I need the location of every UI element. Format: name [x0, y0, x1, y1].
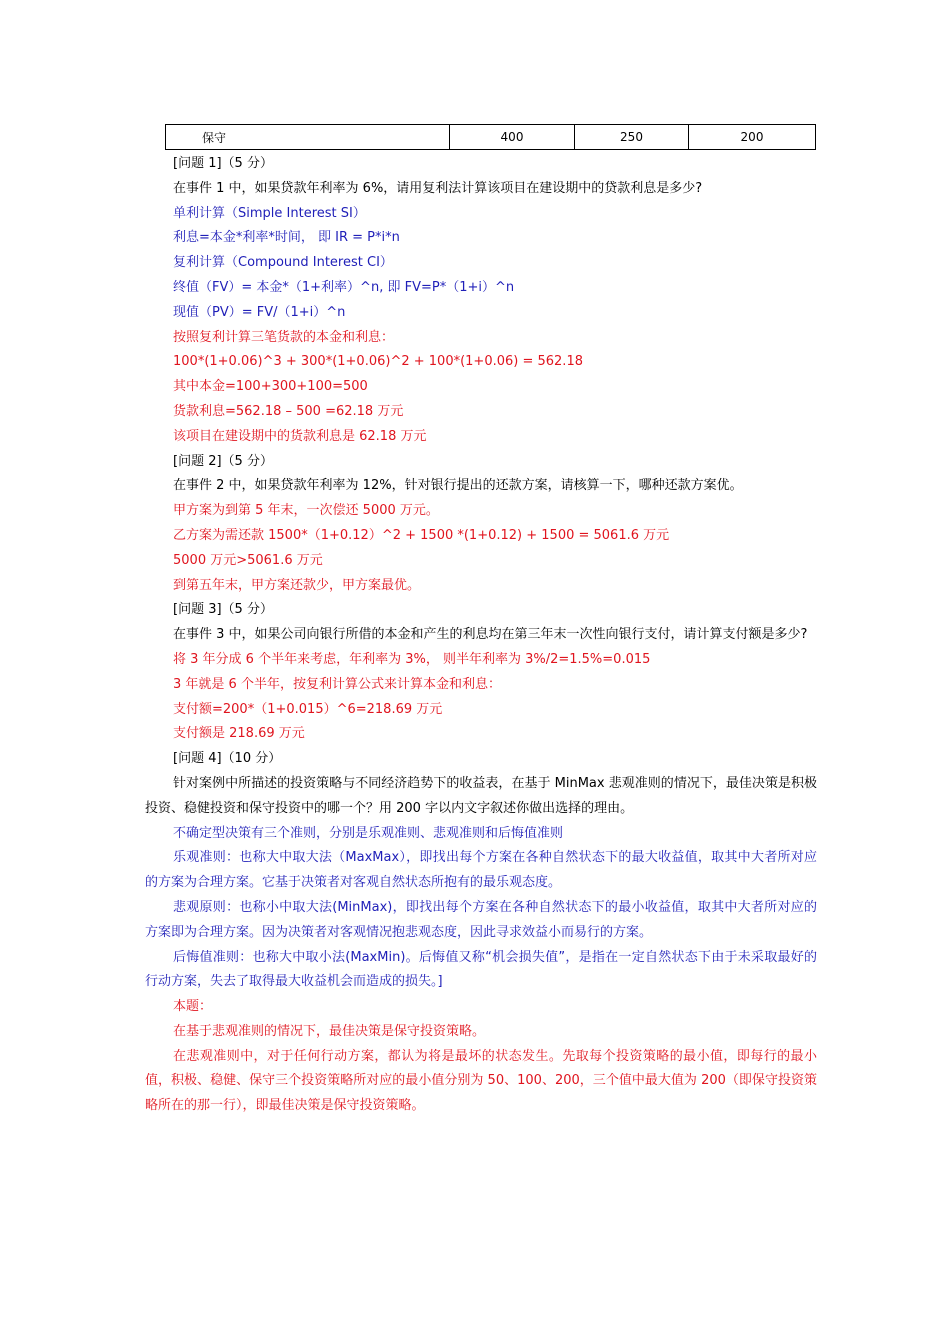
- question-3-text: 在事件 3 中，如果公司向银行所借的本金和产生的利息均在第三年末一次性向银行支付，请计算支付额是多少?: [173, 627, 808, 643]
- answer-paragraph: 本题：: [173, 999, 213, 1015]
- note-line: 终值（FV）= 本金*（1+利率）^n, 即 FV=P*（1+i）^n: [173, 279, 515, 295]
- answer-paragraph: 在悲观准则中，对于任何行动方案，都认为将是最坏的状态发生。先取每个投资策略的最小值，即每行的最小值，积极、稳健、保守三个投资策略所对应的最小值分别为 50、100、200，三个值中最大值为 200（即保守投资策略所在的那一行），即最佳决策是保守投资策略。: [145, 1048, 817, 1114]
- answer-paragraph: 在基于悲观准则的情况下，最佳决策是保守投资策略。: [173, 1023, 486, 1039]
- answer-line: 3 年就是 6 个半年，按复利计算公式来计算本金和利息：: [173, 676, 501, 692]
- returns-table: [165, 124, 816, 150]
- note-line: 现值（PV）= FV/（1+i）^n: [173, 304, 346, 320]
- table-cell-strategy: 保守: [166, 125, 450, 150]
- question-2-text: 在事件 2 中，如果贷款年利率为 12%，针对银行提出的还款方案，请核算一下，哪种还款方案优。: [173, 478, 743, 494]
- note-paragraph: 乐观准则：也称大中取大法（MaxMax），即找出每个方案在各种自然状态下的最大收益值，取其中大者所对应的方案为合理方案。它基于决策者对客观自然状态所抱有的最乐观态度。: [145, 850, 817, 891]
- note-paragraph: 后悔值准则：也称大中取小法(MaxMin)。后悔值又称“机会损失值”，是指在一定自然状态下由于未采取最好的行动方案，失去了取得最大收益机会而造成的损失。]: [145, 949, 817, 990]
- answer-line: 其中本金=100+300+100=500: [173, 379, 368, 395]
- table-row-conservative: [166, 125, 816, 150]
- table-cell-value-1: 400: [450, 125, 575, 150]
- answer-line: 支付额是 218.69 万元: [173, 726, 305, 742]
- table-cell-value-2: 250: [575, 125, 689, 150]
- answer-line: 到第五年末，甲方案还款少，甲方案最优。: [173, 577, 421, 593]
- document-body: [145, 152, 817, 1119]
- note-line: 复利计算（Compound Interest CI）: [173, 255, 393, 271]
- question-2-heading: [问题 2]（5 分）: [173, 453, 273, 469]
- note-line: 利息=本金*利率*时间， 即 IR = P*i*n: [173, 230, 400, 246]
- note-paragraph: 悲观原则：也称小中取大法(MinMax)，即找出每个方案在各种自然状态下的最小收益值，取其中大者所对应的方案即为合理方案。因为决策者对客观情况抱悲观态度，因此寻求效益小而易行的方案。: [145, 899, 817, 940]
- question-3-heading: [问题 3]（5 分）: [173, 602, 273, 618]
- note-line: 单利计算（Simple Interest SI）: [173, 205, 366, 221]
- answer-line: 该项目在建设期中的货款利息是 62.18 万元: [173, 428, 427, 444]
- table-cell-value-3: 200: [689, 125, 816, 150]
- answer-line: 货款利息=562.18 – 500 =62.18 万元: [173, 403, 404, 419]
- answer-line: 5000 万元>5061.6 万元: [173, 552, 323, 568]
- note-paragraph: 不确定型决策有三个准则，分别是乐观准则、悲观准则和后悔值准则: [173, 825, 564, 841]
- question-1-heading: [问题 1]（5 分）: [173, 156, 273, 171]
- answer-line: 乙方案为需还款 1500*（1+0.12）^2 + 1500 *(1+0.12) + 1500 = 5061.6 万元: [173, 527, 670, 543]
- question-4-heading: [问题 4]（10 分）: [173, 751, 282, 767]
- answer-line: 按照复利计算三笔货款的本金和利息：: [173, 329, 395, 345]
- question-4-text: 针对案例中所描述的投资策略与不同经济趋势下的收益表，在基于 MinMax 悲观准则的情况下，最佳决策是积极投资、稳健投资和保守投资中的哪一个？用 200 字以内文字叙述你做出选择的理由。: [145, 775, 817, 816]
- question-1-text: 在事件 1 中，如果贷款年利率为 6%，请用复利法计算该项目在建设期中的贷款利息是多少?: [173, 180, 703, 196]
- answer-line: 支付额=200*（1+0.015）^6=218.69 万元: [173, 701, 443, 717]
- answer-line: 甲方案为到第 5 年末，一次偿还 5000 万元。: [173, 503, 439, 519]
- answer-line: 将 3 年分成 6 个半年来考虑，年利率为 3%， 则半年利率为 3%/2=1.5%=0.015: [173, 651, 651, 667]
- answer-line: 100*(1+0.06)^3 + 300*(1+0.06)^2 + 100*(1+0.06) = 562.18: [173, 354, 583, 370]
